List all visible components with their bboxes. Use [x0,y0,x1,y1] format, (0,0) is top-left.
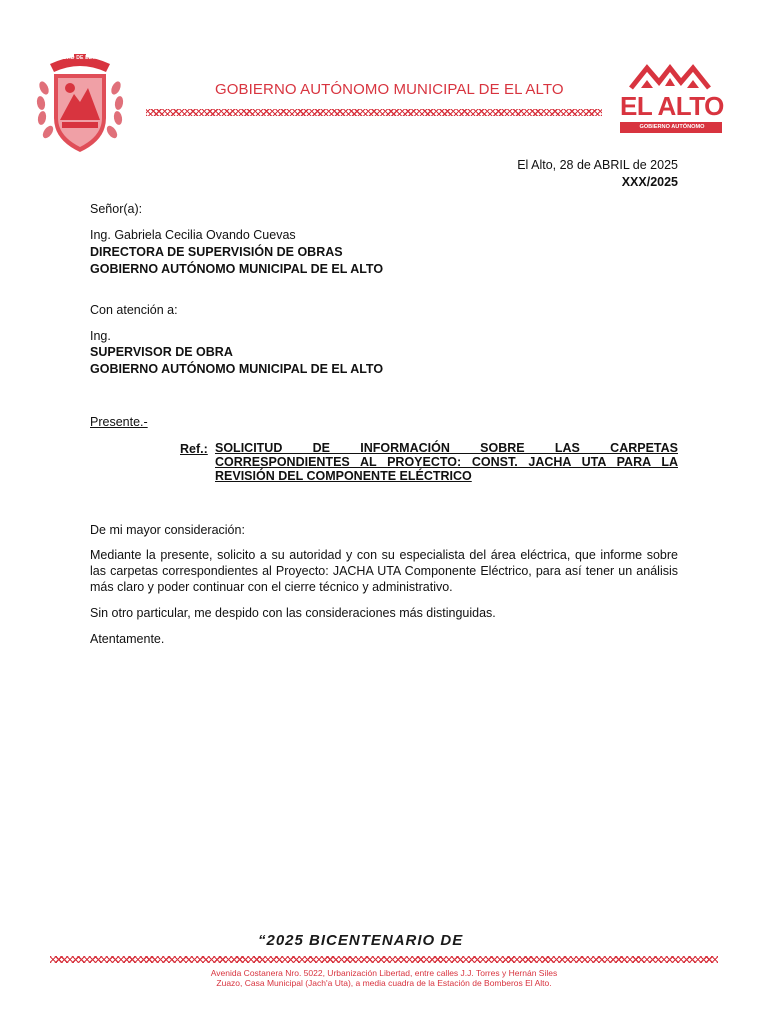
footer-address-line-1: Avenida Costanera Nro. 5022, Urbanización Libertad, entre calles J.J. Torres y Hernán Siles [210,968,558,978]
attention-title: SUPERVISOR DE OBRA [90,345,233,359]
recipient-org: GOBIERNO AUTÓNOMO MUNICIPAL DE EL ALTO [90,262,384,276]
attention-org: GOBIERNO AUTÓNOMO MUNICIPAL DE EL ALTO [90,362,384,376]
body-paragraph: Mediante la presente, solicito a su autoridad y con su especialista del área eléctrica, que informe sobre las carpetas correspondientes al Proyecto: JACHA UTA Componente Eléctrico, para así tener un análisis más claro y poder continuar con el cierre técnico y administrativo. [90,548,678,594]
coat-of-arms-emblem [34,48,126,158]
closing-line: Atentamente. [90,632,165,646]
footer-decorative-band [50,956,718,963]
salutation-label: Señor(a): [90,202,143,216]
greeting: De mi mayor consideración: [90,523,245,537]
recipient-title: DIRECTORA DE SUPERVISIÓN DE OBRAS [90,245,343,259]
header-decorative-band [146,109,602,116]
logo-main-text: EL ALTO [620,91,724,121]
reference-label: Ref.: [180,442,208,456]
cite-number: XXX/2025 [621,175,678,189]
footer-address-line-2: Zuazo, Casa Municipal (Jach'a Uta), a media cuadra de la Estación de Bomberos El Alto. [216,978,552,988]
logo-sub-text: GOBIERNO AUTÓNOMO MUNICIPAL [639,124,705,139]
attention-name: Ing. [90,329,111,343]
date-line: El Alto, 28 de ABRIL de 2025 [517,158,678,172]
recipient-name: Ing. Gabriela Cecilia Ovando Cuevas [90,228,296,242]
reference-text: SOLICITUD DE INFORMACIÓN SOBRE LAS CARPETAS CORRESPONDIENTES AL PROYECTO: CONST. JACHA UTA PARA LA REVISIÓN DEL COMPONENTE ELÉCTRICO [215,441,678,483]
header-title: GOBIERNO AUTÓNOMO MUNICIPAL DE EL ALTO [215,81,564,98]
attention-label: Con atención a: [90,303,178,317]
farewell-line: Sin otro particular, me despido con las consideraciones más distinguidas. [90,606,496,620]
emblem-ribbon-text: CIUDAD DE EL ALTO [54,55,108,61]
footer-motto: “2025 BICENTENARIO DE [258,932,464,949]
presente-line: Presente.- [90,415,148,429]
